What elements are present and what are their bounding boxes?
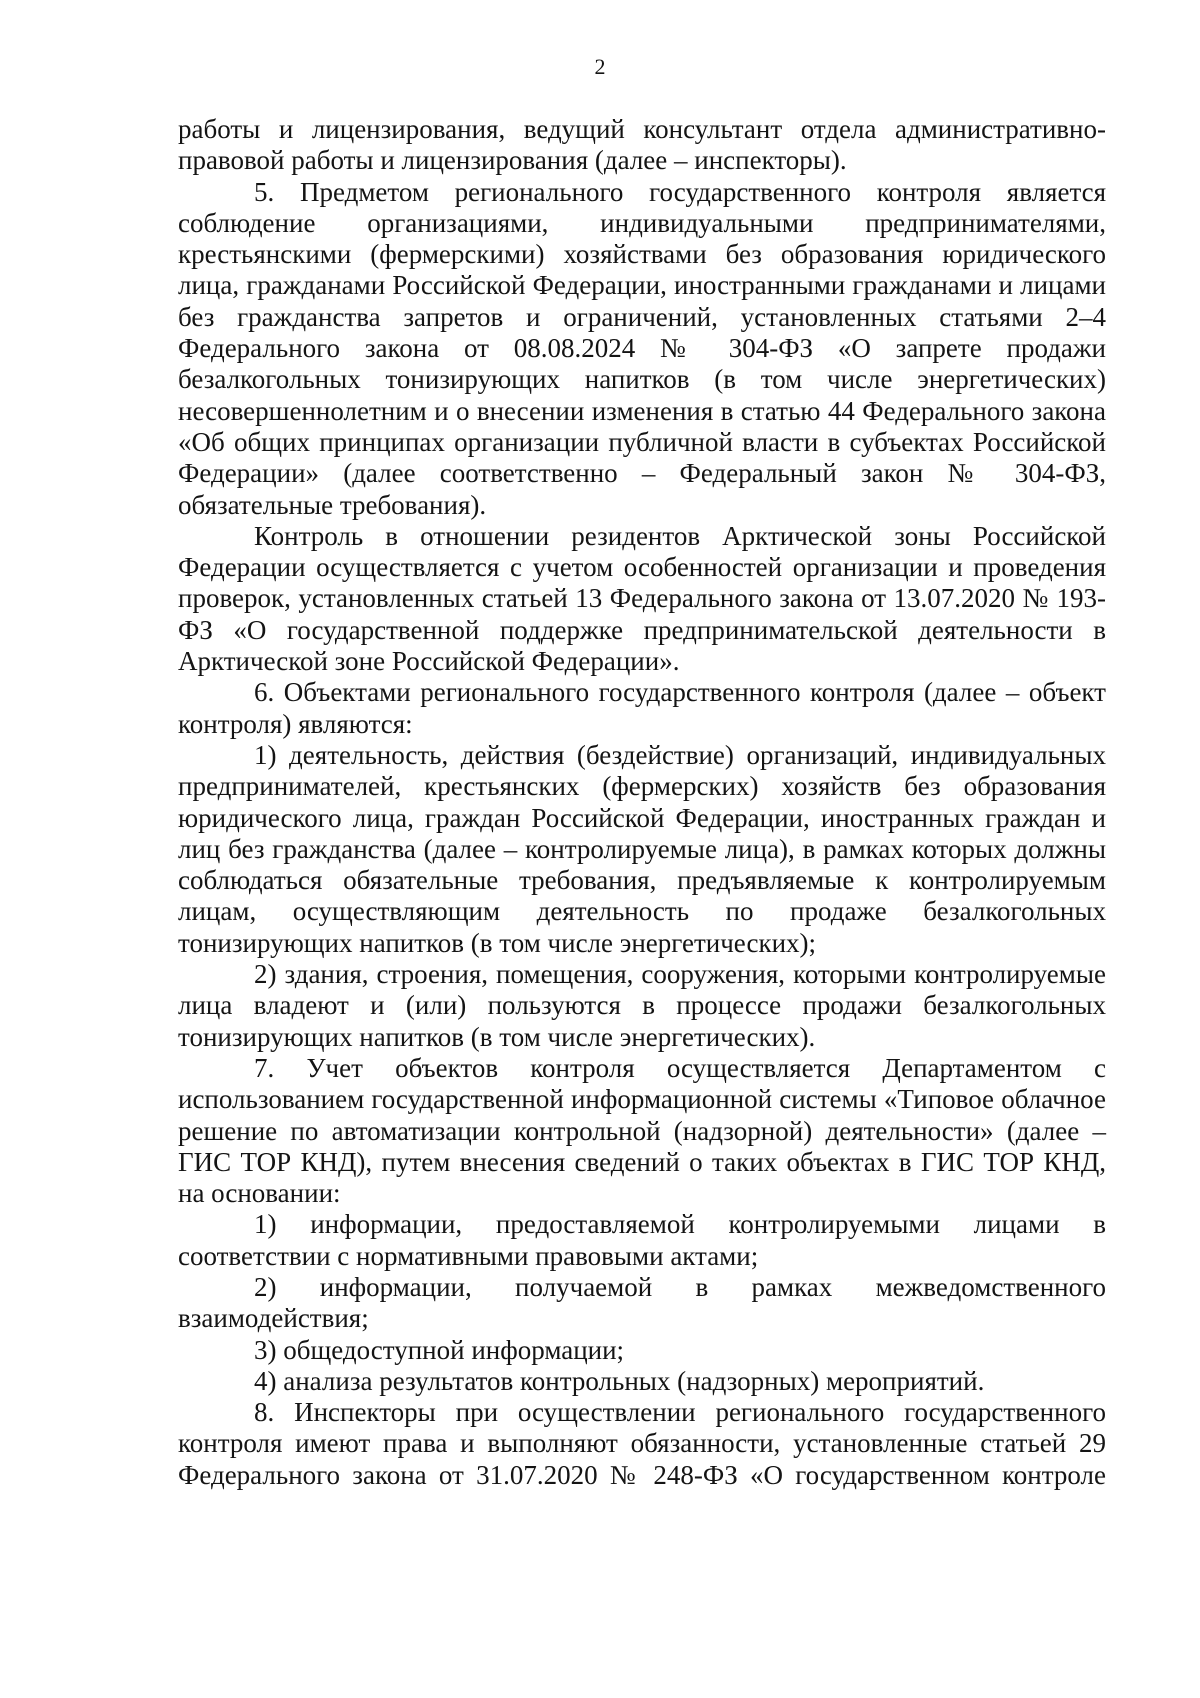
document-body: [178, 114, 1106, 1491]
page-number: 2: [594, 54, 606, 79]
paragraph-item-7: 7. Учет объектов контроля осуществляется Департаментом с использованием государственной информационной системы «Типовое облачное решение по автоматизации контрольной (надзорной) деятельности» (далее – ГИС ТОР КНД), путем внесения сведений о таких объектах в ГИС ТОР КНД, на основании:: [178, 1052, 1106, 1209]
paragraph-item-7-4: 4) анализа результатов контрольных (надзорных) мероприятий.: [254, 1365, 985, 1396]
paragraph-arctic-control: Контроль в отношении резидентов Арктической зоны Российской Федерации осуществляется с учетом особенностей организации и проведения проверок, установленных статьей 13 Федерального закона от 13.07.2020 № 193-ФЗ «О государственной поддержке предпринимательской деятельности в Арктической зоне Российской Федерации».: [178, 520, 1106, 677]
paragraph-item-7-3: 3) общедоступной информации;: [254, 1334, 625, 1365]
paragraph-item-6: 6. Объектами регионального государственного контроля (далее – объект контроля) являются:: [178, 677, 1106, 739]
paragraph-item-7-1: 1) информации, предоставляемой контролируемыми лицами в соответствии с нормативными правовыми актами;: [178, 1209, 1106, 1271]
paragraph-continuation: работы и лицензирования, ведущий консультант отдела административно-правовой работы и лицензирования (далее – инспекторы).: [178, 114, 1106, 176]
paragraph-item-5: 5. Предметом регионального государственного контроля является соблюдение организациями, индивидуальными предпринимателями, крестьянскими (фермерскими) хозяйствами без образования юридического лица, гражданами Российской Федерации, иностранными гражданами и лицами без гражданства запретов и ограничений, установленных статьями 2–4 Федерального закона от 08.08.2024 № 304-ФЗ «О запрете продажи безалкогольных тонизирующих напитков (в том числе энергетических) несовершеннолетним и о внесении изменения в статью 44 Федерального закона «Об общих принципах организации публичной власти в субъектах Российской Федерации» (далее соответственно – Федеральный закон № 304-ФЗ, обязательные требования).: [178, 176, 1106, 520]
paragraph-item-6-2: 2) здания, строения, помещения, сооружения, которыми контролируемые лица владеют и (или) пользуются в процессе продажи безалкогольных тонизирующих напитков (в том числе энергетических).: [178, 959, 1106, 1052]
paragraph-item-7-2: 2) информации, получаемой в рамках межведомственного взаимодействия;: [178, 1271, 1106, 1334]
paragraph-item-6-1: 1) деятельность, действия (бездействие) организаций, индивидуальных предпринимателей, крестьянских (фермерских) хозяйств без образования юридического лица, граждан Российской Федерации, иностранных граждан и лиц без гражданства (далее – контролируемые лица), в рамках которых должны соблюдаться обязательные требования, предъявляемые к контролируемым лицам, осуществляющим деятельность по продаже безалкогольных тонизирующих напитков (в том числе энергетических);: [178, 739, 1106, 958]
paragraph-item-8: 8. Инспекторы при осуществлении регионального государственного контроля имеют права и выполняют обязанности, установленные статьей 29 Федерального закона от 31.07.2020 № 248-ФЗ «О государственном контроле: [178, 1397, 1106, 1490]
